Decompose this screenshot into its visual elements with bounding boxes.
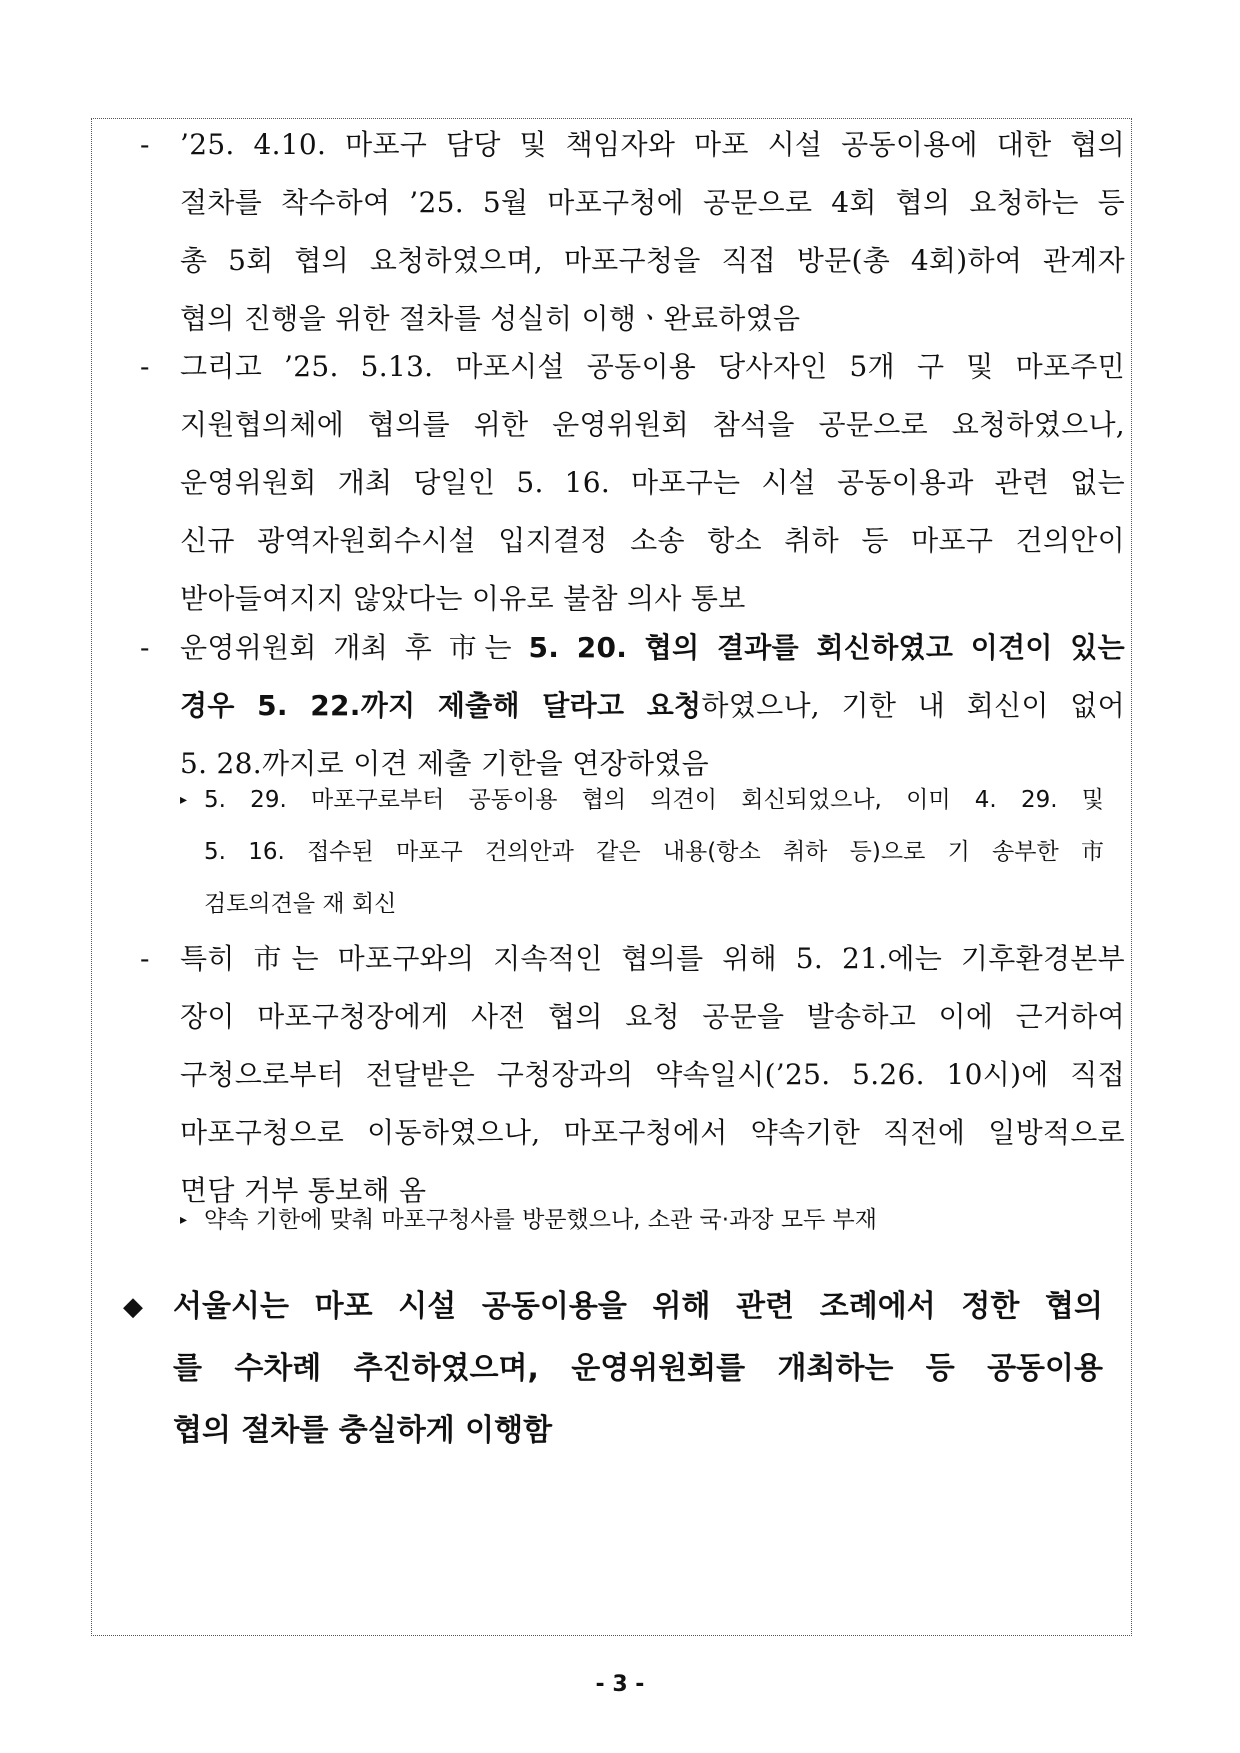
text-line: 받아들여지지 않았다는 이유로 불참 의사 통보 — [180, 582, 746, 615]
text-line: 지원협의체에 협의를 위한 운영위원회 참석을 공문으로 요청하였으나, — [180, 408, 1125, 441]
summary-line: 를 수차례 추진하였으며, 운영위원회를 개최하는 등 공동이용 — [173, 1351, 1103, 1386]
text-line: 총 5회 협의 요청하였으며, 마포구청을 직접 방문(총 4회)하여 관계자 — [180, 244, 1125, 277]
dash-bullet: - — [140, 350, 150, 383]
dash-bullet: - — [140, 942, 150, 975]
text-line: 구청으로부터 전달받은 구청장과의 약속일시(’25. 5.26. 10시)에 직접 — [180, 1058, 1125, 1091]
text-line: 5. 28.까지로 이견 제출 기한을 연장하였음 — [180, 747, 709, 780]
diamond-bullet-icon: ◆ — [123, 1292, 143, 1322]
text-line — [180, 619, 1125, 677]
note-line: 5. 29. 마포구로부터 공동이용 협의 의견이 회신되었으나, 이미 4. 29. 및 — [204, 787, 1104, 813]
note-line: 약속 기한에 맞춰 마포구청사를 방문했으나, 소관 국·과장 모두 부재 — [204, 1207, 877, 1233]
text-span: 하였으나, 기한 내 회신이 없어 — [701, 689, 1125, 722]
triangle-bullet-icon: ▸ — [180, 792, 188, 808]
text-line: 운영위원회 개최 당일인 5. 16. 마포구는 시설 공동이용과 관련 없는 — [180, 466, 1125, 499]
note-line: 검토의견을 재 회신 — [204, 891, 397, 917]
bold-text: 5. 20. 협의 결과를 회신하였고 이견이 있는 — [528, 631, 1125, 664]
text-line: 장이 마포구청장에게 사전 협의 요청 공문을 발송하고 이에 근거하여 — [180, 1000, 1125, 1033]
triangle-bullet-icon: ▸ — [180, 1212, 188, 1228]
dash-bullet: - — [140, 128, 150, 161]
dash-bullet: - — [140, 631, 150, 664]
summary-line: 협의 절차를 충실하게 이행함 — [173, 1413, 553, 1448]
text-line: 특히 市는 마포구와의 지속적인 협의를 위해 5. 21.에는 기후환경본부 — [180, 942, 1125, 975]
text-line: 신규 광역자원회수시설 입지결정 소송 항소 취하 등 마포구 건의안이 — [180, 524, 1125, 557]
text-line: 협의 진행을 위한 절차를 성실히 이행ㆍ완료하였음 — [180, 302, 801, 335]
text-span: 운영위원회 개최 후 市는 — [180, 631, 529, 664]
text-line — [180, 677, 1125, 735]
text-line: 면담 거부 통보해 옴 — [180, 1174, 427, 1207]
bold-text: 경우 5. 22.까지 제출해 달라고 요청 — [180, 689, 702, 722]
text-line: 절차를 착수하여 ’25. 5월 마포구청에 공문으로 4회 협의 요청하는 등 — [180, 186, 1125, 219]
note-line: 5. 16. 접수된 마포구 건의안과 같은 내용(항소 취하 등)으로 기 송부한 市 — [204, 839, 1104, 865]
text-line: 마포구청으로 이동하였으나, 마포구청에서 약속기한 직전에 일방적으로 — [180, 1116, 1125, 1149]
summary-line: 서울시는 마포 시설 공동이용을 위해 관련 조례에서 정한 협의 — [173, 1289, 1103, 1324]
page-number: - 3 - — [595, 1672, 645, 1697]
text-line: ’25. 4.10. 마포구 담당 및 책임자와 마포 시설 공동이용에 대한 협의 — [180, 128, 1125, 161]
text-line: 그리고 ’25. 5.13. 마포시설 공동이용 당사자인 5개 구 및 마포주민 — [180, 350, 1125, 383]
